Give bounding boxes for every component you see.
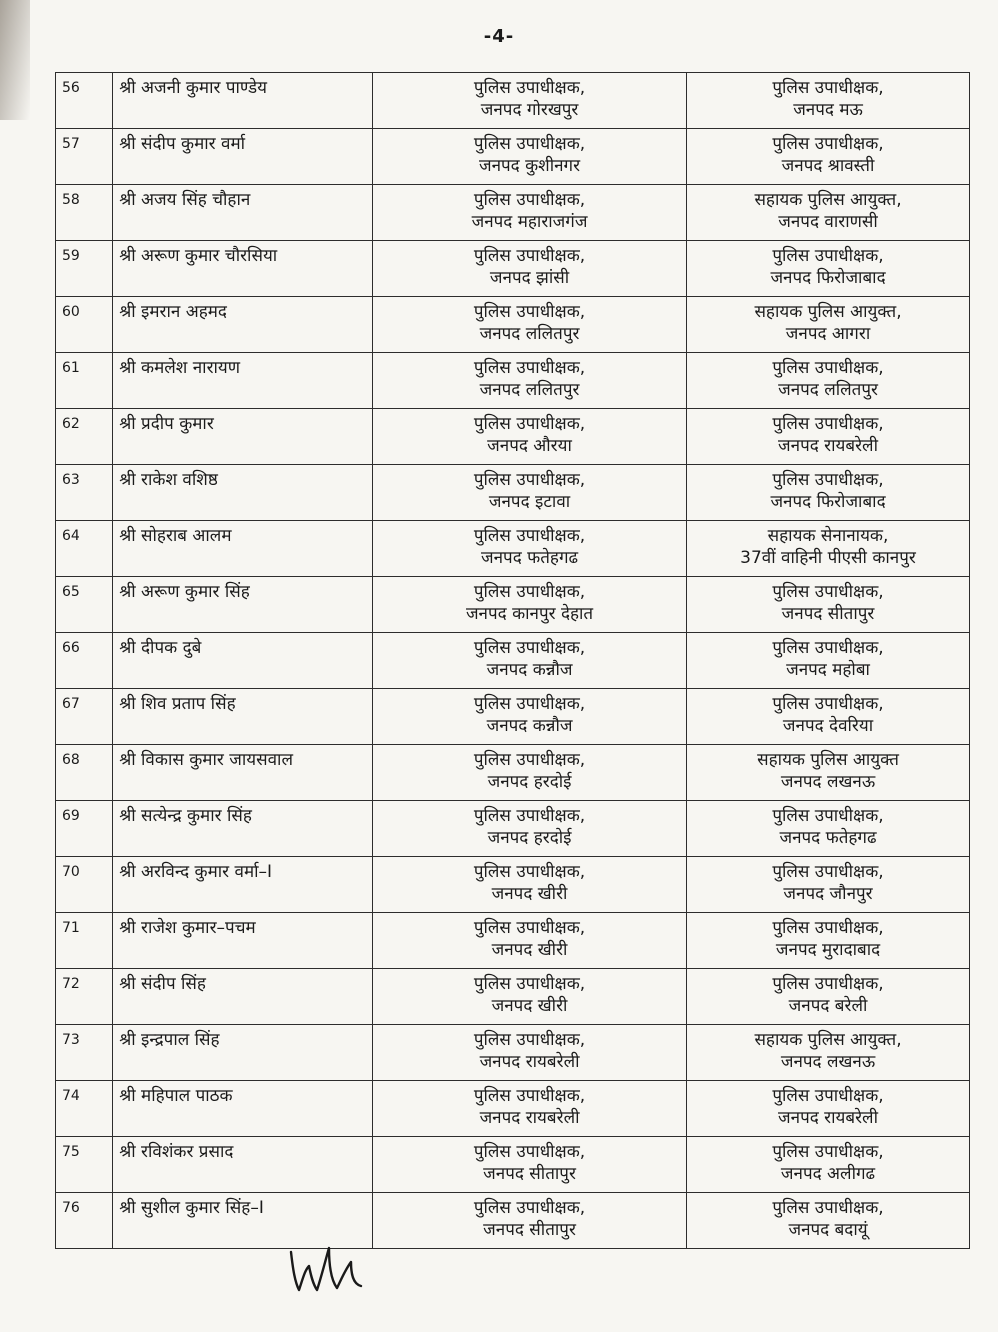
serial-number: 71	[56, 913, 113, 969]
current-posting-line: पुलिस उपाधीक्षक,	[473, 470, 586, 490]
new-posting-line: जनपद सीतापुर	[781, 604, 875, 624]
serial-number: 67	[56, 689, 113, 745]
current-posting	[373, 129, 687, 185]
new-posting-line: पुलिस उपाधीक्षक,	[772, 470, 884, 490]
current-posting	[373, 1137, 687, 1193]
new-posting-line: पुलिस उपाधीक्षक,	[772, 638, 884, 658]
current-posting-line: जनपद फतेहगढ	[480, 548, 579, 568]
new-posting-line: पुलिस उपाधीक्षक,	[772, 1142, 884, 1162]
new-posting	[687, 689, 970, 745]
officer-name: श्री सुशील कुमार सिंह–I	[113, 1193, 373, 1249]
table-row	[56, 353, 970, 409]
table-row	[56, 73, 970, 129]
serial-number: 63	[56, 465, 113, 521]
current-posting-line: जनपद खीरी	[491, 940, 568, 960]
current-posting-line: जनपद कानपुर देहात	[465, 604, 594, 624]
officer-name: श्री अरविन्द कुमार वर्मा–I	[113, 857, 373, 913]
new-posting	[687, 1137, 970, 1193]
officer-name: श्री अरूण कुमार चौरसिया	[113, 241, 373, 297]
new-posting	[687, 465, 970, 521]
current-posting-line: जनपद औरया	[487, 436, 572, 456]
current-posting-line: पुलिस उपाधीक्षक,	[473, 974, 586, 994]
current-posting	[373, 409, 687, 465]
new-posting	[687, 1025, 970, 1081]
current-posting-line: पुलिस उपाधीक्षक,	[473, 414, 586, 434]
current-posting-line: पुलिस उपाधीक्षक,	[473, 246, 586, 266]
new-posting-line: पुलिस उपाधीक्षक,	[772, 358, 884, 378]
new-posting-line: जनपद अलीगढ	[780, 1164, 876, 1184]
current-posting	[373, 1081, 687, 1137]
table-row	[56, 801, 970, 857]
serial-number: 61	[56, 353, 113, 409]
current-posting-line: जनपद झांसी	[489, 268, 570, 288]
current-posting	[373, 633, 687, 689]
current-posting-line: पुलिस उपाधीक्षक,	[473, 78, 586, 98]
new-posting	[687, 353, 970, 409]
serial-number: 64	[56, 521, 113, 577]
table-row	[56, 1137, 970, 1193]
current-posting-line: पुलिस उपाधीक्षक,	[473, 1030, 586, 1050]
current-posting-line: जनपद कुशीनगर	[478, 156, 581, 176]
current-posting-line: पुलिस उपाधीक्षक,	[473, 806, 586, 826]
serial-number: 75	[56, 1137, 113, 1193]
current-posting-line: जनपद खीरी	[491, 884, 568, 904]
current-posting-line: पुलिस उपाधीक्षक,	[473, 358, 586, 378]
new-posting	[687, 969, 970, 1025]
current-posting-line: जनपद सीतापुर	[483, 1220, 576, 1240]
current-posting-line: जनपद महाराजगंज	[471, 212, 588, 232]
officer-name: श्री इन्द्रपाल सिंह	[113, 1025, 373, 1081]
current-posting	[373, 1193, 687, 1249]
table-row	[56, 1025, 970, 1081]
officer-name: श्री प्रदीप कुमार	[113, 409, 373, 465]
serial-number: 66	[56, 633, 113, 689]
table-row	[56, 465, 970, 521]
current-posting-line: पुलिस उपाधीक्षक,	[473, 694, 586, 714]
officer-name: श्री सत्येन्द्र कुमार सिंह	[113, 801, 373, 857]
current-posting	[373, 241, 687, 297]
table-row	[56, 129, 970, 185]
officer-name: श्री दीपक दुबे	[113, 633, 373, 689]
table-row	[56, 521, 970, 577]
serial-number: 70	[56, 857, 113, 913]
new-posting-line: जनपद महोबा	[786, 660, 870, 680]
current-posting-line: जनपद रायबरेली	[479, 1108, 580, 1128]
new-posting	[687, 857, 970, 913]
serial-number: 72	[56, 969, 113, 1025]
new-posting	[687, 745, 970, 801]
new-posting-line: जनपद श्रावस्ती	[781, 156, 875, 176]
current-posting	[373, 1025, 687, 1081]
current-posting-line: जनपद रायबरेली	[479, 1052, 580, 1072]
new-posting-line: जनपद बरेली	[788, 996, 868, 1016]
serial-number: 59	[56, 241, 113, 297]
table-row	[56, 633, 970, 689]
current-posting	[373, 913, 687, 969]
current-posting-line: पुलिस उपाधीक्षक,	[473, 862, 586, 882]
new-posting-line: जनपद वाराणसी	[778, 212, 878, 232]
table-row	[56, 409, 970, 465]
transfer-table	[55, 72, 970, 1249]
new-posting-line: जनपद ललितपुर	[778, 380, 878, 400]
new-posting	[687, 241, 970, 297]
new-posting-line: पुलिस उपाधीक्षक,	[772, 918, 884, 938]
new-posting-line: सहायक पुलिस आयुक्त,	[754, 190, 902, 210]
new-posting-line: जनपद मऊ	[793, 100, 863, 120]
new-posting-line: पुलिस उपाधीक्षक,	[772, 414, 884, 434]
serial-number: 56	[56, 73, 113, 129]
officer-name: श्री इमरान अहमद	[113, 297, 373, 353]
new-posting-line: जनपद रायबरेली	[778, 1108, 878, 1128]
serial-number: 58	[56, 185, 113, 241]
new-posting-line: जनपद मुरादाबाद	[775, 940, 881, 960]
table-row	[56, 689, 970, 745]
new-posting	[687, 1193, 970, 1249]
current-posting-line: पुलिस उपाधीक्षक,	[473, 1142, 586, 1162]
new-posting	[687, 633, 970, 689]
new-posting	[687, 913, 970, 969]
new-posting-line: पुलिस उपाधीक्षक,	[772, 1086, 884, 1106]
serial-number: 76	[56, 1193, 113, 1249]
new-posting	[687, 409, 970, 465]
current-posting-line: जनपद कन्नौज	[486, 660, 573, 680]
table-row	[56, 969, 970, 1025]
current-posting-line: पुलिस उपाधीक्षक,	[473, 750, 586, 770]
new-posting-line: जनपद रायबरेली	[778, 436, 878, 456]
table-row	[56, 185, 970, 241]
current-posting-line: पुलिस उपाधीक्षक,	[473, 582, 586, 602]
new-posting	[687, 185, 970, 241]
new-posting-line: पुलिस उपाधीक्षक,	[772, 862, 884, 882]
current-posting-line: जनपद ललितपुर	[479, 380, 580, 400]
new-posting-line: पुलिस उपाधीक्षक,	[772, 974, 884, 994]
current-posting-line: पुलिस उपाधीक्षक,	[473, 638, 586, 658]
current-posting	[373, 297, 687, 353]
new-posting-line: 37वीं वाहिनी पीएसी कानपुर	[740, 548, 916, 568]
officer-name: श्री अजय सिंह चौहान	[113, 185, 373, 241]
officer-name: श्री शिव प्रताप सिंह	[113, 689, 373, 745]
new-posting-line: पुलिस उपाधीक्षक,	[772, 246, 884, 266]
current-posting-line: जनपद कन्नौज	[486, 716, 573, 736]
new-posting-line: जनपद आगरा	[785, 324, 871, 344]
officer-name: श्री राजेश कुमार–पचम	[113, 913, 373, 969]
page-shadow	[0, 0, 30, 120]
officer-name: श्री विकास कुमार जायसवाल	[113, 745, 373, 801]
new-posting-line: जनपद लखनऊ	[780, 772, 876, 792]
officer-name: श्री अजनी कुमार पाण्डेय	[113, 73, 373, 129]
serial-number: 73	[56, 1025, 113, 1081]
serial-number: 57	[56, 129, 113, 185]
current-posting-line: जनपद इटावा	[488, 492, 571, 512]
table-row	[56, 577, 970, 633]
current-posting-line: पुलिस उपाधीक्षक,	[473, 526, 586, 546]
page-number: -4-	[483, 26, 515, 47]
current-posting	[373, 465, 687, 521]
handwritten-signature	[285, 1240, 375, 1300]
new-posting	[687, 1081, 970, 1137]
current-posting	[373, 521, 687, 577]
officer-name: श्री रविशंकर प्रसाद	[113, 1137, 373, 1193]
current-posting-line: पुलिस उपाधीक्षक,	[473, 1198, 586, 1218]
new-posting-line: जनपद फतेहगढ	[779, 828, 877, 848]
new-posting-line: सहायक पुलिस आयुक्त	[757, 750, 899, 770]
officer-name: श्री अरूण कुमार सिंह	[113, 577, 373, 633]
serial-number: 74	[56, 1081, 113, 1137]
officer-name: श्री संदीप कुमार वर्मा	[113, 129, 373, 185]
new-posting-line: जनपद देवरिया	[782, 716, 874, 736]
current-posting	[373, 577, 687, 633]
officer-name: श्री राकेश वशिष्ठ	[113, 465, 373, 521]
new-posting-line: पुलिस उपाधीक्षक,	[772, 134, 884, 154]
officer-name: श्री कमलेश नारायण	[113, 353, 373, 409]
table-row	[56, 745, 970, 801]
current-posting-line: पुलिस उपाधीक्षक,	[473, 190, 586, 210]
table-row	[56, 1081, 970, 1137]
serial-number: 69	[56, 801, 113, 857]
current-posting-line: जनपद ललितपुर	[479, 324, 580, 344]
current-posting	[373, 73, 687, 129]
new-posting-line: जनपद बदायूं	[788, 1220, 868, 1240]
current-posting-line: जनपद खीरी	[491, 996, 568, 1016]
officer-name: श्री महिपाल पाठक	[113, 1081, 373, 1137]
new-posting-line: जनपद फिरोजाबाद	[770, 492, 886, 512]
new-posting-line: सहायक पुलिस आयुक्त,	[754, 1030, 902, 1050]
current-posting	[373, 745, 687, 801]
new-posting-line: जनपद जौनपुर	[783, 884, 873, 904]
current-posting-line: पुलिस उपाधीक्षक,	[473, 302, 586, 322]
current-posting	[373, 969, 687, 1025]
serial-number: 65	[56, 577, 113, 633]
current-posting	[373, 801, 687, 857]
table-row	[56, 1193, 970, 1249]
new-posting	[687, 577, 970, 633]
serial-number: 62	[56, 409, 113, 465]
serial-number: 68	[56, 745, 113, 801]
new-posting	[687, 521, 970, 577]
new-posting-line: पुलिस उपाधीक्षक,	[772, 806, 884, 826]
current-posting-line: जनपद सीतापुर	[483, 1164, 576, 1184]
officer-name: श्री सोहराब आलम	[113, 521, 373, 577]
new-posting-line: पुलिस उपाधीक्षक,	[772, 1198, 884, 1218]
current-posting-line: जनपद गोरखपुर	[480, 100, 579, 120]
current-posting	[373, 353, 687, 409]
serial-number: 60	[56, 297, 113, 353]
new-posting	[687, 801, 970, 857]
new-posting-line: पुलिस उपाधीक्षक,	[772, 694, 884, 714]
current-posting-line: पुलिस उपाधीक्षक,	[473, 918, 586, 938]
current-posting-line: पुलिस उपाधीक्षक,	[473, 1086, 586, 1106]
current-posting	[373, 689, 687, 745]
new-posting	[687, 73, 970, 129]
current-posting-line: जनपद हरदोई	[487, 828, 572, 848]
table-row	[56, 857, 970, 913]
new-posting-line: पुलिस उपाधीक्षक,	[772, 78, 884, 98]
new-posting-line: पुलिस उपाधीक्षक,	[772, 582, 884, 602]
current-posting	[373, 185, 687, 241]
officer-name: श्री संदीप सिंह	[113, 969, 373, 1025]
table-row	[56, 241, 970, 297]
new-posting	[687, 297, 970, 353]
new-posting-line: सहायक सेनानायक,	[767, 526, 889, 546]
current-posting-line: जनपद हरदोई	[487, 772, 572, 792]
current-posting-line: पुलिस उपाधीक्षक,	[473, 134, 586, 154]
new-posting	[687, 129, 970, 185]
new-posting-line: सहायक पुलिस आयुक्त,	[754, 302, 902, 322]
new-posting-line: जनपद लखनऊ	[780, 1052, 876, 1072]
table-row	[56, 913, 970, 969]
table-row	[56, 297, 970, 353]
transfer-table-body	[56, 73, 970, 1249]
new-posting-line: जनपद फिरोजाबाद	[770, 268, 886, 288]
current-posting	[373, 857, 687, 913]
